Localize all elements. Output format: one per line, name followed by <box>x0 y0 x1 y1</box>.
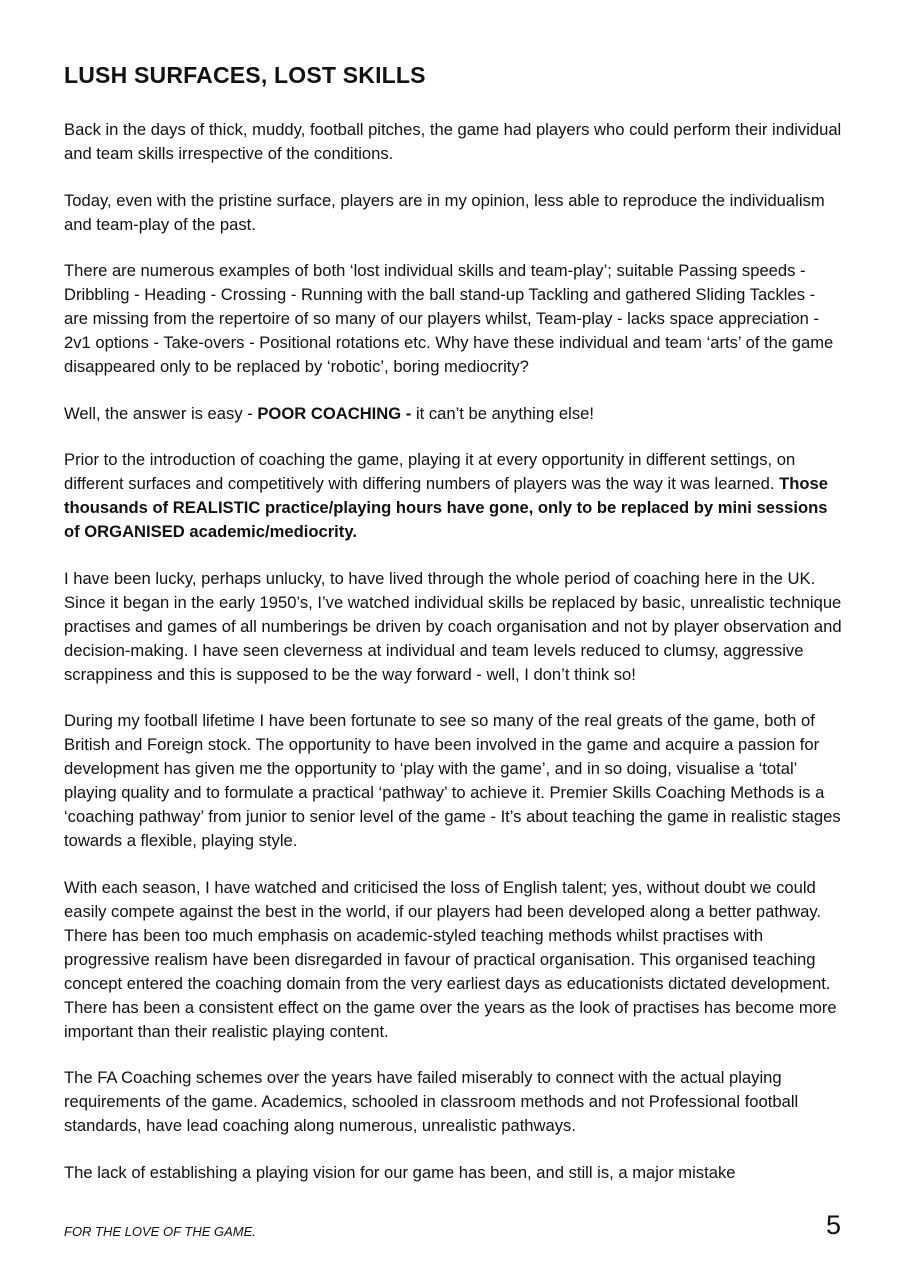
bold-text: Those thousands of REALISTIC practice/playing hours have gone, only to be replaced by mini sessions of ORGANISED academic/mediocrity. <box>64 474 828 541</box>
text-run: it can’t be anything else! <box>411 403 594 423</box>
text-run: Well, the answer is easy - <box>64 403 258 423</box>
text-run: During my football lifetime I have been fortunate to see so many of the real greats of the game, both of British and Foreign stock. The opportunity to have been involved in the game and acquire a passion for development has given me the opportunity to ‘play with the game’, and in so doing, visualise a ‘total’ playing quality and to formulate a practical ‘pathway’ to achieve it. Premier Skills Coaching Methods is a ‘coaching pathway’ from junior to senior level of the game - It’s about teaching the game in realistic stages towards a flexible, playing style. <box>64 711 841 850</box>
paragraph <box>64 567 842 687</box>
text-run: I have been lucky, perhaps unlucky, to have lived through the whole period of coaching here in the UK. Since it began in the early 1950’s, I’ve watched individual skills be replaced by basic, unrealistic technique practises and games of all numberings be driven by coach organisation and not by player observation and decision-making. I have seen cleverness at individual and team levels reduced to clumsy, aggressive scrappiness and this is supposed to be the way forward - well, I don’t think so! <box>64 568 842 684</box>
bold-text: POOR COACHING - <box>257 403 412 423</box>
text-run: Back in the days of thick, muddy, football pitches, the game had players who could perform their individual and team skills irrespective of the conditions. <box>64 120 842 163</box>
page-number: 5 <box>825 1210 841 1240</box>
paragraph <box>64 876 842 1044</box>
text-run: With each season, I have watched and criticised the loss of English talent; yes, without doubt we could easily compete against the best in the world, if our players had been developed along a better pathway. There has been too much emphasis on academic-styled teaching methods whilst practises with progressive realism have been disregarded in favour of practical organisation. This organised teaching concept entered the coaching domain from the very earliest days as educationists dictated development. There has been a consistent effect on the game over the years as the look of practises has become more important than their realistic playing content. <box>64 877 837 1041</box>
paragraph <box>64 709 842 853</box>
paragraph <box>64 189 842 237</box>
footer-text: FOR THE LOVE OF THE GAME. <box>64 1224 256 1239</box>
paragraph <box>64 448 842 544</box>
paragraph <box>64 118 842 166</box>
paragraph <box>64 259 842 379</box>
text-run: There are numerous examples of both ‘lost individual skills and team-play’; suitable Passing speeds - Dribbling - Heading - Crossing - Running with the ball stand-up Tackling and gathered Sliding Tackles - are missing from the repertoire of so many of our players whilst, Team-play - lacks space appreciation - 2v1 options - Take-overs - Positional rotations etc. Why have these individual and team ‘arts’ of the game disappeared only to be replaced by ‘robotic’, boring mediocrity? <box>64 261 834 376</box>
paragraph <box>64 1161 842 1185</box>
text-run: The FA Coaching schemes over the years have failed miserably to connect with the actual playing requirements of the game. Academics, schooled in classroom methods and not Professional football standards, have lead coaching along numerous, unrealistic pathways. <box>64 1068 799 1135</box>
paragraph <box>64 402 842 426</box>
text-run: Prior to the introduction of coaching the game, playing it at every opportunity in different settings, on different surfaces and competitively with differing numbers of players was the way it was learned. <box>64 450 796 493</box>
page-title: LUSH SURFACES, LOST SKILLS <box>64 62 426 88</box>
paragraph <box>64 1066 842 1138</box>
text-run: The lack of establishing a playing vision for our game has been, and still is, a major mistake <box>64 1162 736 1182</box>
text-run: Today, even with the pristine surface, players are in my opinion, less able to reproduce the individualism and team-play of the past. <box>64 190 825 234</box>
article-body <box>64 118 842 1207</box>
